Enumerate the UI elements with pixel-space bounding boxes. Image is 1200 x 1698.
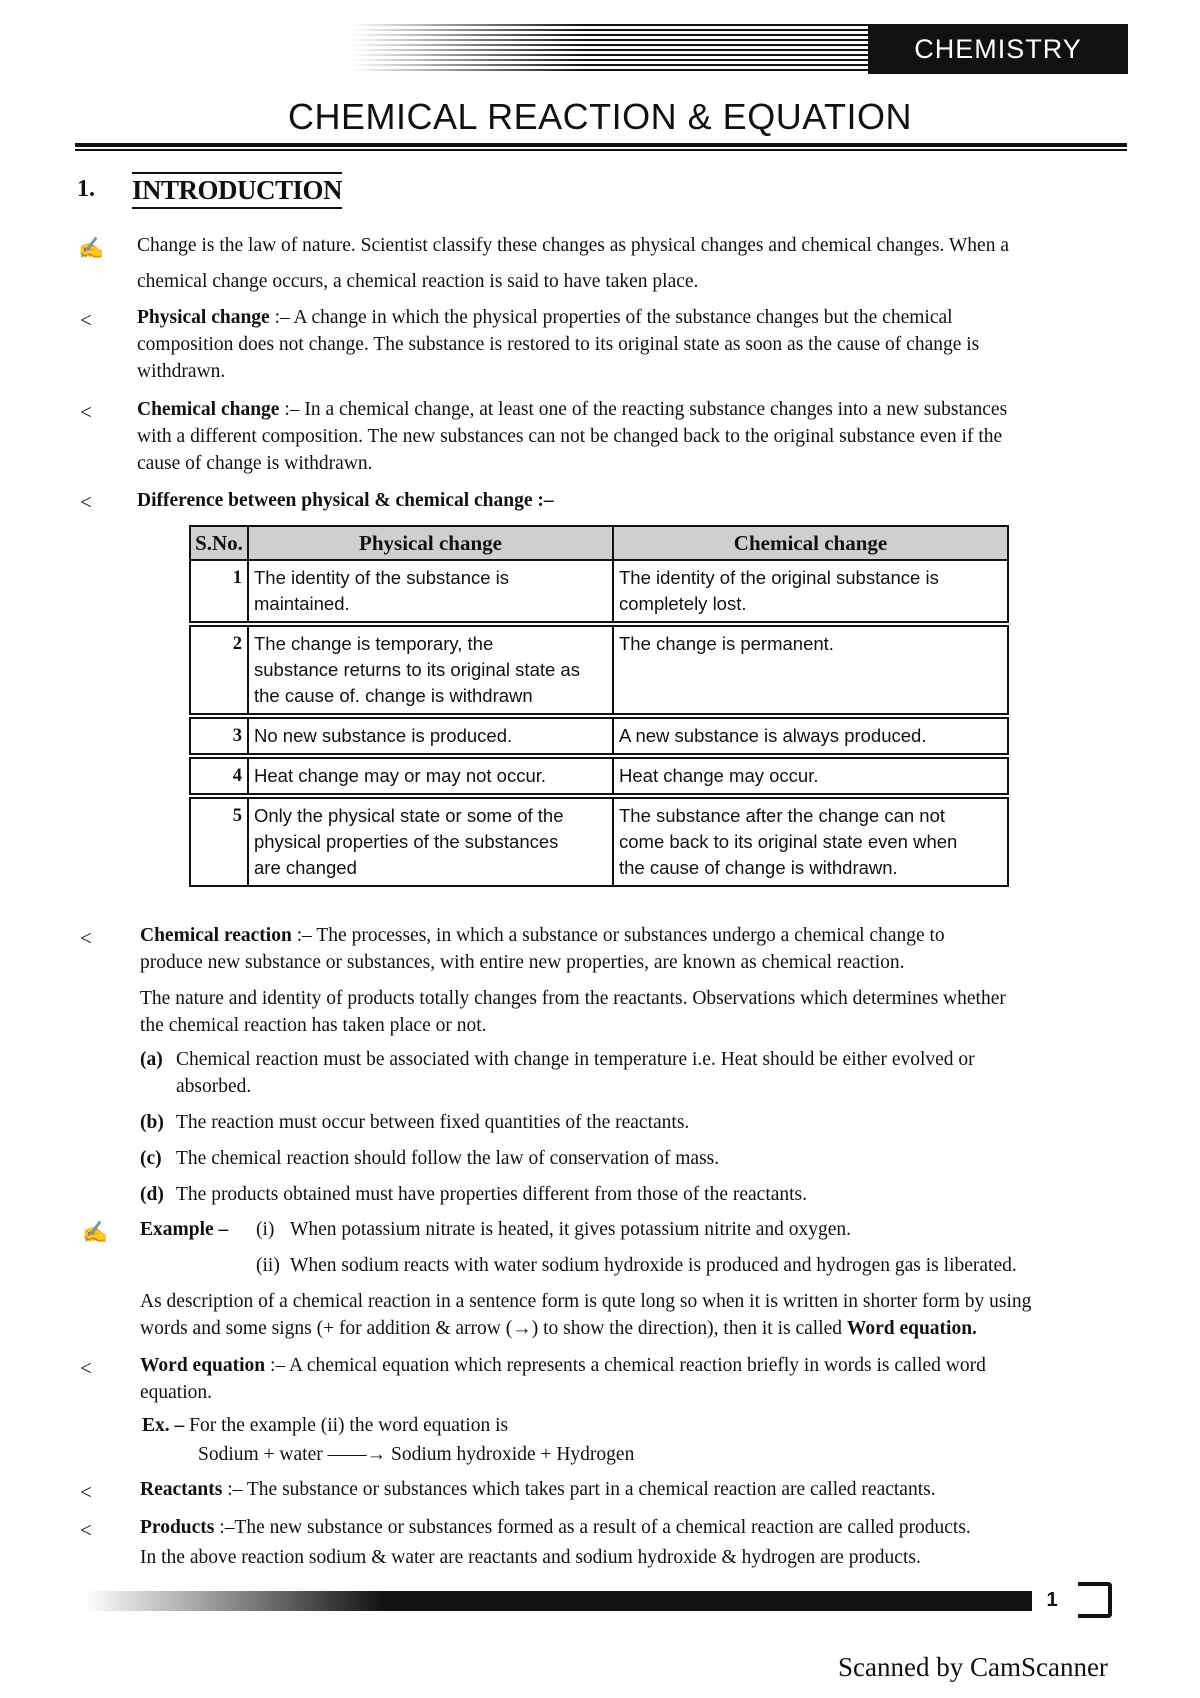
chemical-change-term: Chemical change — [137, 399, 280, 420]
cell-line: come back to its original state even when — [619, 831, 958, 852]
word-equation-term: Word equation — [140, 1355, 266, 1376]
physical-change-line-1: :– A change in which the physical properties of the substance changes but the chemical — [269, 307, 953, 328]
bullet-arrow-icon: < — [80, 1480, 92, 1504]
chemical-reaction-line-1: :– The processes, in which a substance or substances undergo a chemical change to — [291, 925, 945, 946]
list-item-text: absorbed. — [176, 1076, 252, 1097]
list-item — [140, 1046, 1125, 1100]
word-equation-formula: Sodium + water ——→ Sodium hydroxide + Hydrogen — [198, 1444, 635, 1465]
cell-line: The substance after the change can not — [619, 805, 946, 826]
cell-line: physical properties of the substances — [254, 831, 559, 852]
chemical-reaction-line-3: The nature and identity of products totally changes from the reactants. Observations which determines whether — [140, 988, 1006, 1009]
list-item-text: The products obtained must have properties different from those of the reactants. — [176, 1184, 808, 1205]
chemical-reaction-definition — [140, 922, 1125, 1039]
subject-badge — [868, 24, 1128, 74]
word-equation-definition — [140, 1352, 1125, 1406]
table-cell-physical — [248, 798, 613, 886]
table-cell-chemical — [613, 758, 1008, 794]
column-header-chemical: Chemical change — [613, 526, 1008, 560]
column-header-physical: Physical change — [248, 526, 613, 560]
table-cell-sno: 3 — [190, 718, 248, 754]
intro-line-1: Change is the law of nature. Scientist classify these changes as physical changes and chemical changes. When a — [137, 235, 1009, 256]
list-item-text: The reaction must occur between fixed quantities of the reactants. — [176, 1112, 690, 1133]
table-cell-sno: 5 — [190, 798, 248, 886]
cell-line: the cause of. change is withdrawn — [254, 685, 533, 706]
difference-heading: Difference between physical & chemical change :– — [137, 490, 554, 511]
cell-line: No new substance is produced. — [254, 725, 513, 746]
table-cell-sno: 2 — [190, 626, 248, 714]
table-cell-physical — [248, 560, 613, 622]
list-item-label: (d) — [140, 1184, 164, 1205]
example-i-text: When potassium nitrate is heated, it gives potassium nitrite and oxygen. — [290, 1219, 852, 1240]
cell-line: The change is temporary, the — [254, 633, 494, 654]
scanner-watermark: Scanned by CamScanner — [838, 1652, 1108, 1682]
cell-line: The change is permanent. — [619, 633, 834, 654]
cell-line: Heat change may or may not occur. — [254, 765, 547, 786]
products-definition — [140, 1514, 1125, 1571]
cell-line: The identity of the substance is — [254, 567, 510, 588]
word-equation-example — [142, 1412, 508, 1439]
chemical-change-line-3: cause of change is withdrawn. — [137, 453, 373, 474]
table-cell-chemical — [613, 798, 1008, 886]
table-header-row — [190, 526, 1008, 560]
bullet-arrow-icon: < — [80, 1518, 92, 1542]
list-item-label: (a) — [140, 1049, 163, 1070]
reactants-term: Reactants — [140, 1479, 223, 1500]
title-rule-thin — [75, 149, 1127, 151]
table-cell-physical — [248, 718, 613, 754]
chemical-reaction-term: Chemical reaction — [140, 925, 292, 946]
observations-list — [140, 1046, 1125, 1208]
description-line-1: As description of a chemical reaction in a sentence form is qute long so when it is written in shorter form by using — [140, 1291, 1032, 1312]
table-row — [190, 718, 1008, 754]
chemical-reaction-line-4: the chemical reaction has taken place or not. — [140, 1015, 487, 1036]
table-cell-sno: 1 — [190, 560, 248, 622]
cell-line: are changed — [254, 857, 357, 878]
table-cell-physical — [248, 626, 613, 714]
list-item — [140, 1181, 1125, 1208]
table-cell-chemical — [613, 626, 1008, 714]
chemical-change-definition — [137, 396, 1127, 477]
list-item-text: The chemical reaction should follow the law of conservation of mass. — [176, 1148, 720, 1169]
cell-line: completely lost. — [619, 593, 747, 614]
products-text: :–The new substance or substances formed as a result of a chemical reaction are called products. — [214, 1517, 971, 1538]
table-row — [190, 798, 1008, 886]
writing-hand-icon: ✍ — [82, 1220, 109, 1244]
example-abbrev-label: Ex. – — [142, 1415, 185, 1436]
page-number: 1 — [1032, 1582, 1072, 1618]
bullet-arrow-icon: < — [80, 490, 92, 514]
cell-line: The identity of the original substance is — [619, 567, 939, 588]
word-equation-line-2: equation. — [140, 1382, 213, 1403]
intro-paragraph — [137, 232, 1127, 295]
chemical-change-line-1: :– In a chemical change, at least one of the reacting substance changes into a new substances — [279, 399, 1008, 420]
word-equation-line-1: :– A chemical equation which represents a chemical reaction briefly in words is called word — [265, 1355, 986, 1376]
physical-change-definition — [137, 304, 1127, 385]
bullet-arrow-icon: < — [80, 400, 92, 424]
example-label: Example – — [140, 1219, 229, 1240]
cell-line: Only the physical state or some of the — [254, 805, 564, 826]
cell-line: maintained. — [254, 593, 350, 614]
physical-change-line-3: withdrawn. — [137, 361, 226, 382]
reactants-text: :– The substance or substances which takes part in a chemical reaction are called reactants. — [222, 1479, 936, 1500]
header-decorative-lines — [350, 24, 870, 74]
physical-change-term: Physical change — [137, 307, 270, 328]
table-row — [190, 758, 1008, 794]
bullet-arrow-icon: < — [80, 308, 92, 332]
list-item-text: Chemical reaction must be associated with change in temperature i.e. Heat should be either evolved or — [176, 1049, 975, 1070]
word-equation-term-inline: Word equation. — [846, 1318, 977, 1339]
footer-corner-decoration — [1078, 1582, 1112, 1618]
table-cell-physical — [248, 758, 613, 794]
example-i-label: (i) — [256, 1219, 275, 1240]
list-item-label: (b) — [140, 1112, 164, 1133]
word-equation-description — [140, 1288, 1125, 1342]
column-header-sno: S.No. — [190, 526, 248, 560]
footer-bar — [85, 1584, 1060, 1618]
table-cell-chemical — [613, 560, 1008, 622]
products-term: Products — [140, 1517, 215, 1538]
bullet-arrow-icon: < — [80, 1356, 92, 1380]
cell-line: A new substance is always produced. — [619, 725, 927, 746]
chemical-change-line-2: with a different composition. The new substances can not be changed back to the original substance even if the — [137, 426, 1003, 447]
physical-change-line-2: composition does not change. The substance is restored to its original state as soon as the cause of change is — [137, 334, 980, 355]
description-line-2: words and some signs (+ for addition & arrow (→) to show the direction), then it is called — [140, 1318, 847, 1339]
table-cell-chemical — [613, 718, 1008, 754]
cell-line: Heat change may occur. — [619, 765, 819, 786]
bullet-arrow-icon: < — [80, 926, 92, 950]
list-item — [140, 1145, 1125, 1172]
reactants-definition — [140, 1476, 1125, 1503]
chemical-reaction-line-2: produce new substance or substances, with entire new properties, are known as chemical reaction. — [140, 952, 905, 973]
example-ii-label: (ii) — [256, 1255, 280, 1276]
products-note: In the above reaction sodium & water are reactants and sodium hydroxide & hydrogen are products. — [140, 1547, 921, 1568]
list-item-label: (c) — [140, 1148, 162, 1169]
list-item — [140, 1109, 1125, 1136]
table-row — [190, 560, 1008, 622]
subject-label: CHEMISTRY — [914, 33, 1082, 64]
cell-line: the cause of change is withdrawn. — [619, 857, 898, 878]
example-abbrev-text: For the example (ii) the word equation is — [189, 1415, 509, 1436]
example-ii-text: When sodium reacts with water sodium hydroxide is produced and hydrogen gas is liberated. — [290, 1255, 1017, 1276]
table-row — [190, 626, 1008, 714]
intro-line-2: chemical change occurs, a chemical reaction is said to have taken place. — [137, 271, 699, 292]
writing-hand-icon: ✍ — [78, 236, 105, 260]
page-title: CHEMICAL REACTION & EQUATION — [287, 96, 913, 137]
title-rule — [75, 143, 1127, 147]
section-number: 1. — [77, 176, 95, 202]
table-cell-sno: 4 — [190, 758, 248, 794]
cell-line: substance returns to its original state as — [254, 659, 580, 680]
comparison-table — [189, 525, 1009, 887]
section-title: INTRODUCTION — [132, 172, 342, 209]
